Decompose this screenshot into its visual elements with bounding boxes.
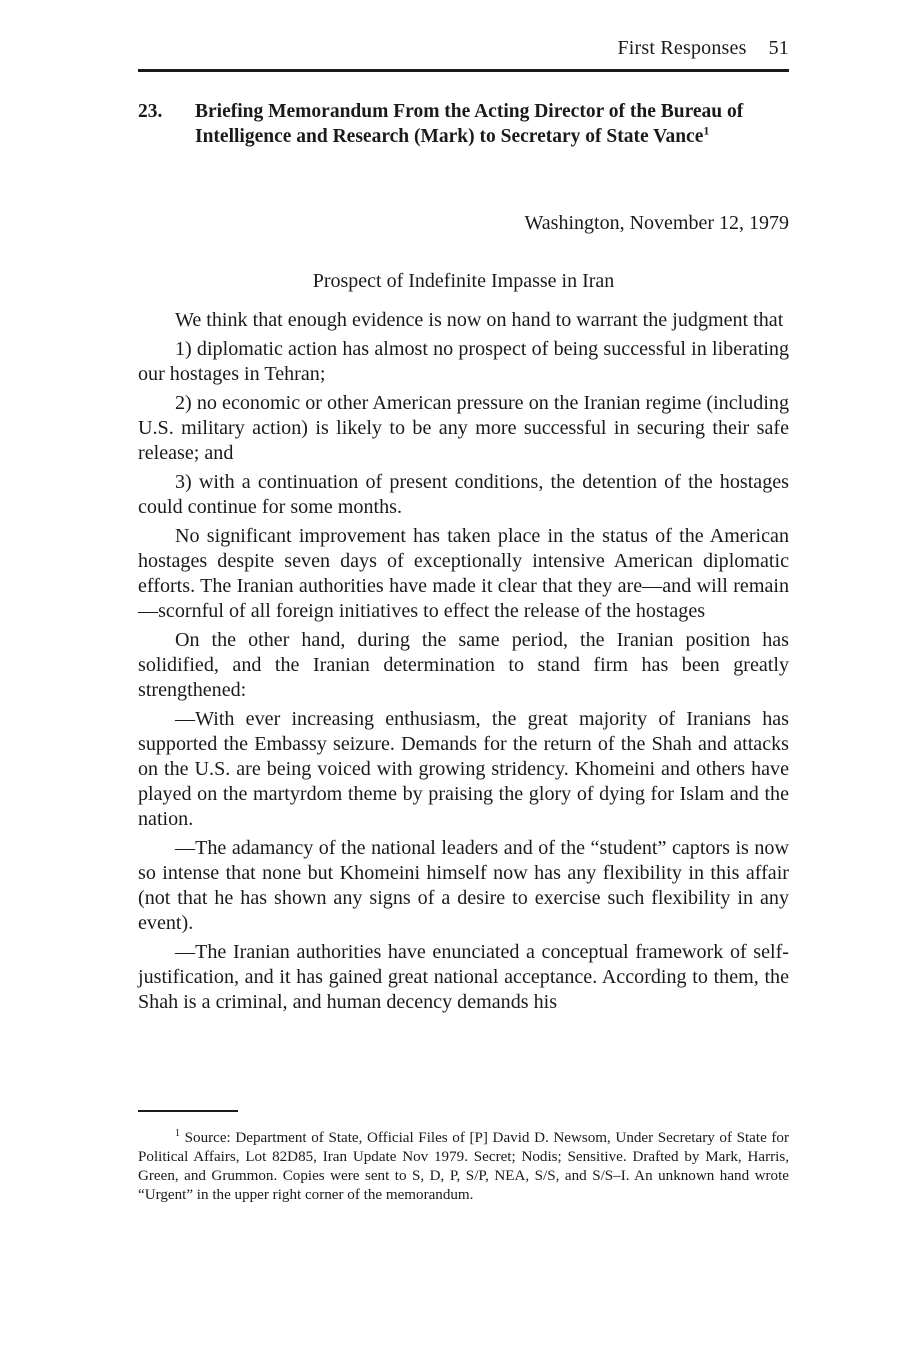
paragraph: We think that enough evidence is now on hand to warrant the judgment that <box>175 309 784 331</box>
footnote-text: Source: Department of State, Official Files of [P] David D. Newsom, Under Secretary of State for Political Affairs, Lot 82D85, Iran Update Nov 1979. Secret; Nodis; Sensitive. Drafted by Mark, Harris, Green, and Grummon. Copies were sent to S, D, P, S/P, NEA, S/S, and S/S–I. An unknown hand wrote “Urgent” in the upper right corner of the memorandum. <box>138 1130 789 1203</box>
document-title-text: Briefing Memorandum From the Acting Director of the Bureau of Intelligence and Research (Mark) to Secretary of State Vance <box>195 101 744 147</box>
running-head-section: First Responses <box>617 37 747 59</box>
header-rule <box>138 69 789 72</box>
page-number: 51 <box>768 37 789 59</box>
paragraph: —The adamancy of the national leaders and of the “student” captors is now so intense that none but Khomeini himself now has any flexibility in this affair (not that he has shown any signs of a desire to exercise such flexibility in any event). <box>138 837 789 934</box>
paragraph: No significant improvement has taken place in the status of the American hostages despite seven days of exceptionally intensive American diplomatic efforts. The Iranian authorities have made it clear that they are—and will remain—scornful of all foreign initiatives to effect the release of the hostages <box>138 525 789 622</box>
document-title <box>195 99 785 149</box>
memo-body <box>138 308 789 1019</box>
memo-subject: Prospect of Indefinite Impasse in Iran <box>312 270 615 292</box>
footnote-marker: 1 <box>175 1127 180 1139</box>
paragraph: On the other hand, during the same period, the Iranian position has solidified, and the Iranian determination to stand firm has been greatly strengthened: <box>138 629 789 701</box>
footnote-reference: 1 <box>703 123 710 138</box>
paragraph: 1) diplomatic action has almost no prospect of being successful in liberating our hostages in Tehran; <box>138 338 789 385</box>
paragraph: —With ever increasing enthusiasm, the great majority of Iranians has supported the Embassy seizure. Demands for the return of the Shah and attacks on the U.S. are being voiced with growing stridency. Khomeini and others have played on the martyrdom theme by praising the glory of dying for Islam and the nation. <box>138 708 789 830</box>
paragraph: —The Iranian authorities have enunciated a conceptual framework of self-justification, and it has gained great national acceptance. According to them, the Shah is a criminal, and human decency demands his <box>138 941 789 1013</box>
running-head <box>617 37 789 60</box>
paragraph: 2) no economic or other American pressure on the Iranian regime (including U.S. military action) is likely to be any more successful in securing their safe release; and <box>138 392 789 464</box>
footnote <box>138 1129 789 1205</box>
dateline: Washington, November 12, 1979 <box>524 212 789 234</box>
footnote-rule <box>138 1110 238 1112</box>
document-number: 23. <box>138 101 163 122</box>
document-heading <box>138 99 789 149</box>
paragraph: 3) with a continuation of present conditions, the detention of the hostages could continue for some months. <box>138 471 789 518</box>
